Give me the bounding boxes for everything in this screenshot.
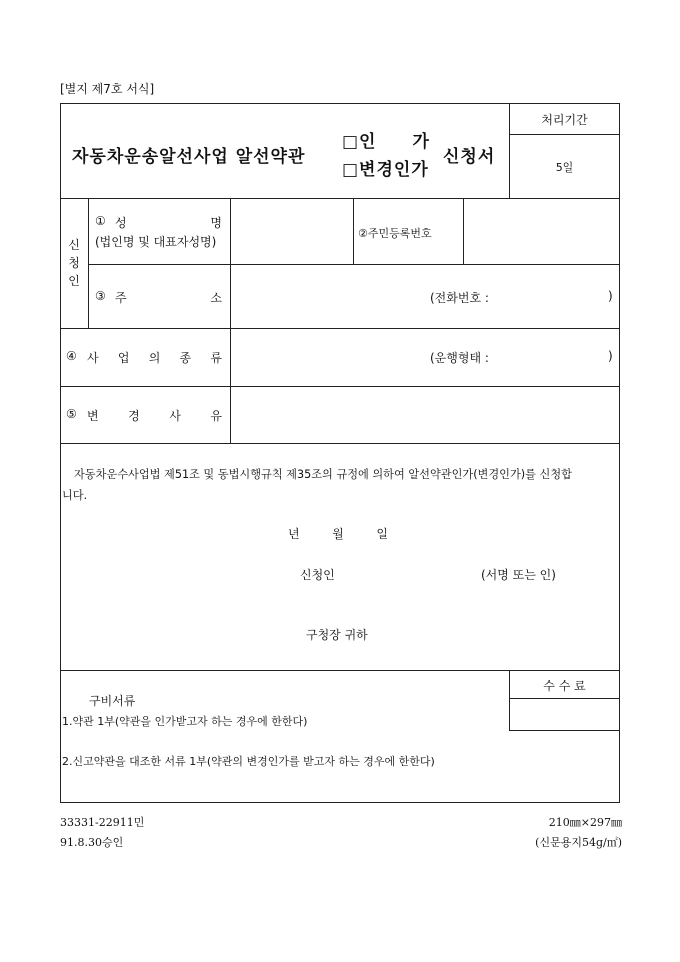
reason-char-1: 변 xyxy=(87,409,99,423)
operation-close: ) xyxy=(608,349,613,363)
date-line xyxy=(288,525,388,542)
rule-applicant-bottom xyxy=(60,328,620,329)
name-number: ① xyxy=(95,214,106,228)
rule-resident-left xyxy=(353,198,354,264)
rule-name-bottom xyxy=(88,264,620,265)
phone-close: ) xyxy=(608,289,613,303)
documents-item-1: 1.약관 1부(약관을 인가받고자 하는 경우에 한한다) xyxy=(62,715,308,728)
applicant-sign-label: 신청인 xyxy=(300,568,335,582)
footer-code: 33331-22911민 xyxy=(60,816,145,829)
rule-title-bottom xyxy=(60,198,620,199)
rule-processing xyxy=(509,134,620,135)
footer-approval: 91.8.30승인 xyxy=(60,836,124,849)
documents-heading: 구비서류 xyxy=(89,694,136,708)
name-label-char-2: 명 xyxy=(210,216,222,230)
statement-line-2: 니다. xyxy=(62,489,88,502)
title-suffix: 신청서 xyxy=(443,147,496,167)
statement-line-1: 자동차운수사업법 제51조 및 동법시행규칙 제35조의 규정에 의하여 알선약관인가(변경인가)를 신청합 xyxy=(74,468,572,481)
title-option-change: □변경인가 xyxy=(342,160,429,180)
applicant-char-2: 청 xyxy=(68,256,80,270)
rule-statement-bottom xyxy=(60,670,620,671)
business-number: ④ xyxy=(66,349,77,363)
processing-label: 처리기간 xyxy=(541,113,588,127)
name-sublabel: (법인명 및 대표자성명) xyxy=(95,235,217,249)
rule-label-col xyxy=(230,198,231,443)
date-month: 월 xyxy=(332,527,344,541)
address-label-char-1: 주 xyxy=(115,291,127,305)
reason-char-4: 유 xyxy=(210,409,222,423)
rule-business-bottom xyxy=(60,386,620,387)
address-label xyxy=(115,289,222,306)
date-day: 일 xyxy=(376,527,388,541)
business-char-4: 종 xyxy=(179,351,192,365)
name-label xyxy=(115,214,222,231)
footer-paper: (신문용지54g/㎡) xyxy=(535,836,622,849)
footer-size: 210㎜×297㎜ xyxy=(548,816,622,829)
address-number: ③ xyxy=(95,289,106,303)
date-year: 년 xyxy=(288,527,300,541)
reason-char-2: 경 xyxy=(128,409,140,423)
business-char-1: 사 xyxy=(87,351,99,365)
fee-label: 수 수 료 xyxy=(543,679,586,693)
rule-resident-right xyxy=(463,198,464,264)
form-label: [별지 제7호 서식] xyxy=(60,82,155,96)
business-char-5: 류 xyxy=(210,351,222,365)
rule-group-right xyxy=(88,198,89,328)
applicant-char-1: 신 xyxy=(68,238,80,252)
processing-value: 5일 xyxy=(555,161,574,174)
rule-fee-bottom xyxy=(509,730,620,731)
name-label-char-1: 성 xyxy=(115,216,127,230)
recipient: 구청장 귀하 xyxy=(306,628,368,642)
business-label xyxy=(87,349,222,366)
resident-number-label: ②주민등록번호 xyxy=(358,227,432,240)
rule-fee-label-bottom xyxy=(509,698,620,699)
reason-char-3: 사 xyxy=(169,409,181,423)
title-option-approval: □인 가 xyxy=(342,132,430,152)
title-main: 자동차운송알선사업 알선약관 xyxy=(72,147,306,167)
reason-number: ⑤ xyxy=(66,407,77,421)
phone-label: (전화번호 : xyxy=(430,291,489,305)
business-char-3: 의 xyxy=(148,351,161,365)
signature-label: (서명 또는 인) xyxy=(481,568,556,582)
applicant-char-3: 인 xyxy=(68,274,80,288)
operation-label: (운행형태 : xyxy=(430,351,489,365)
documents-item-2: 2.신고약관을 대조한 서류 1부(약관의 변경인가를 받고자 하는 경우에 한한다) xyxy=(62,755,435,768)
reason-label xyxy=(87,407,222,424)
address-label-char-2: 소 xyxy=(210,291,222,305)
business-char-2: 업 xyxy=(117,351,130,365)
rule-reason-bottom xyxy=(60,443,620,444)
